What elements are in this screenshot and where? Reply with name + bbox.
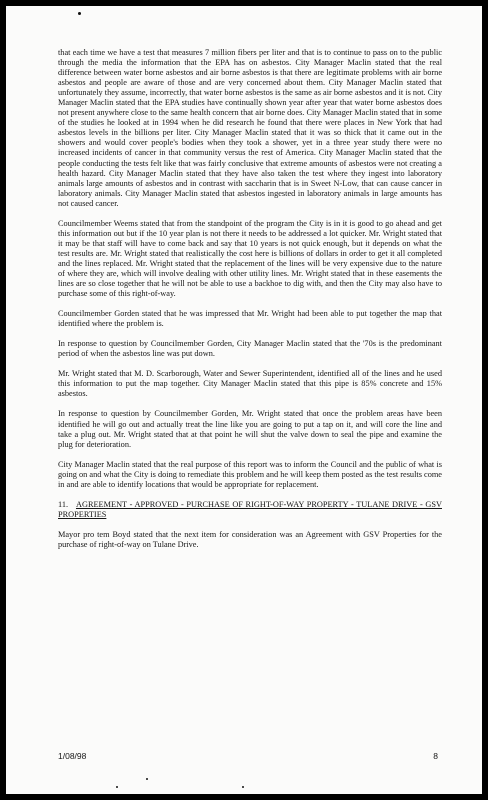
paragraph: In response to question by Councilmember Gorden, City Manager Maclin stated that the '70s is the predominant period of when the asbestos line was put down. <box>58 339 442 359</box>
agenda-item-title: AGREEMENT - APPROVED - PURCHASE OF RIGHT-OF-WAY PROPERTY - TULANE DRIVE - GSV PROPERTIES <box>58 499 442 519</box>
paragraph: that each time we have a test that measures 7 million fibers per liter and that is to continue to pass on to the public through the media the information that the EPA has on asbestos. City Manager Maclin stated that the real difference between water borne asbestos and air borne asbestos is that there are legitimate problems with air borne asbestos and people are aware of those and are very concerned about them. City Manager Maclin stated that unfortunately they assume, incorrectly, that water borne asbestos is the same as air borne asbestos and it is not. City Manager Maclin stated that the EPA studies have continually shown year after year that water borne asbestos does not present anywhere close to the same health concern that air borne does. City Manager Maclin stated that in some of the studies he looked at in 1994 when he did research he found that there were places in New York that had asbestos levels in the billions per liter. City Manager Maclin stated that it was so thick that it came out in the showers and would cover people's bodies when they took a shower, yet in a three year study there were no increased incidents of cancer in that community versus the rest of America. City Manager Maclin stated that the people conducting the tests felt like that was fairly conclusive that extreme amounts of asbestos were not creating a health hazard. City Manager Maclin stated that they have also taken the test where they ingest into laboratory animals large amounts of asbestos and in contrast with saccharin that is in Sweet N-Low, that can cause cancer in laboratory animals. City Manager Maclin stated that asbestos ingested in laboratory animals in large amounts has not caused cancer. <box>58 48 442 208</box>
page-number: 8 <box>433 751 438 761</box>
scan-speck <box>242 786 244 788</box>
paragraph: In response to question by Councilmember Gorden, Mr. Wright stated that once the problem areas have been identified he will go out and actually treat the line like you are going to put a tap on it, and will core the line and take a plug out. Mr. Wright stated that at that point he will shut the valve down to seal the pipe and examine the plug for deterioration. <box>58 409 442 449</box>
paragraph: City Manager Maclin stated that the real purpose of this report was to inform the Council and the public of what is going on and what the City is doing to remediate this problem and he will keep them posted as the test results come in and are able to identify locations that would be appropriate for replacement. <box>58 459 442 489</box>
document-body <box>58 48 442 560</box>
scan-speck <box>146 778 148 780</box>
scan-speck <box>116 786 118 788</box>
document-page <box>6 6 482 794</box>
paragraph: Mr. Wright stated that M. D. Scarborough, Water and Sewer Superintendent, identified all of the lines and he used this information to put the map together. City Manager Maclin stated that this pipe is 85% concrete and 15% asbestos. <box>58 369 442 399</box>
agenda-item-number: 11. <box>58 499 69 509</box>
agenda-item-heading <box>58 500 442 520</box>
footer-date: 1/08/98 <box>58 751 87 761</box>
paragraph: Councilmember Gorden stated that he was impressed that Mr. Wright had been able to put together the map that identified where the problem is. <box>58 309 442 329</box>
paragraph: Councilmember Weems stated that from the standpoint of the program the City is in it is good to go ahead and get this information out but if the 10 year plan is not there it needs to be addressed a lot quicker. Mr. Wright stated that it may be that staff will have to come back and say that 10 years is not quick enough, but it depends on what the test results are. Mr. Wright stated that realistically the cost here is billions of dollars in order to get it all completed and the lines replaced. Mr. Wright stated that the replacement of the lines will be very expensive due to the nature of where they are, which will involve dealing with other utility lines. Mr. Wright stated that in these easements the lines are so close together that he will not be able to use a backhoe to dig with, and then the City may also have to purchase some of this right-of-way. <box>58 218 442 299</box>
scan-speck <box>78 12 81 15</box>
closing-paragraph: Mayor pro tem Boyd stated that the next item for consideration was an Agreement with GSV Properties for the purchase of right-of-way on Tulane Drive. <box>58 529 442 549</box>
